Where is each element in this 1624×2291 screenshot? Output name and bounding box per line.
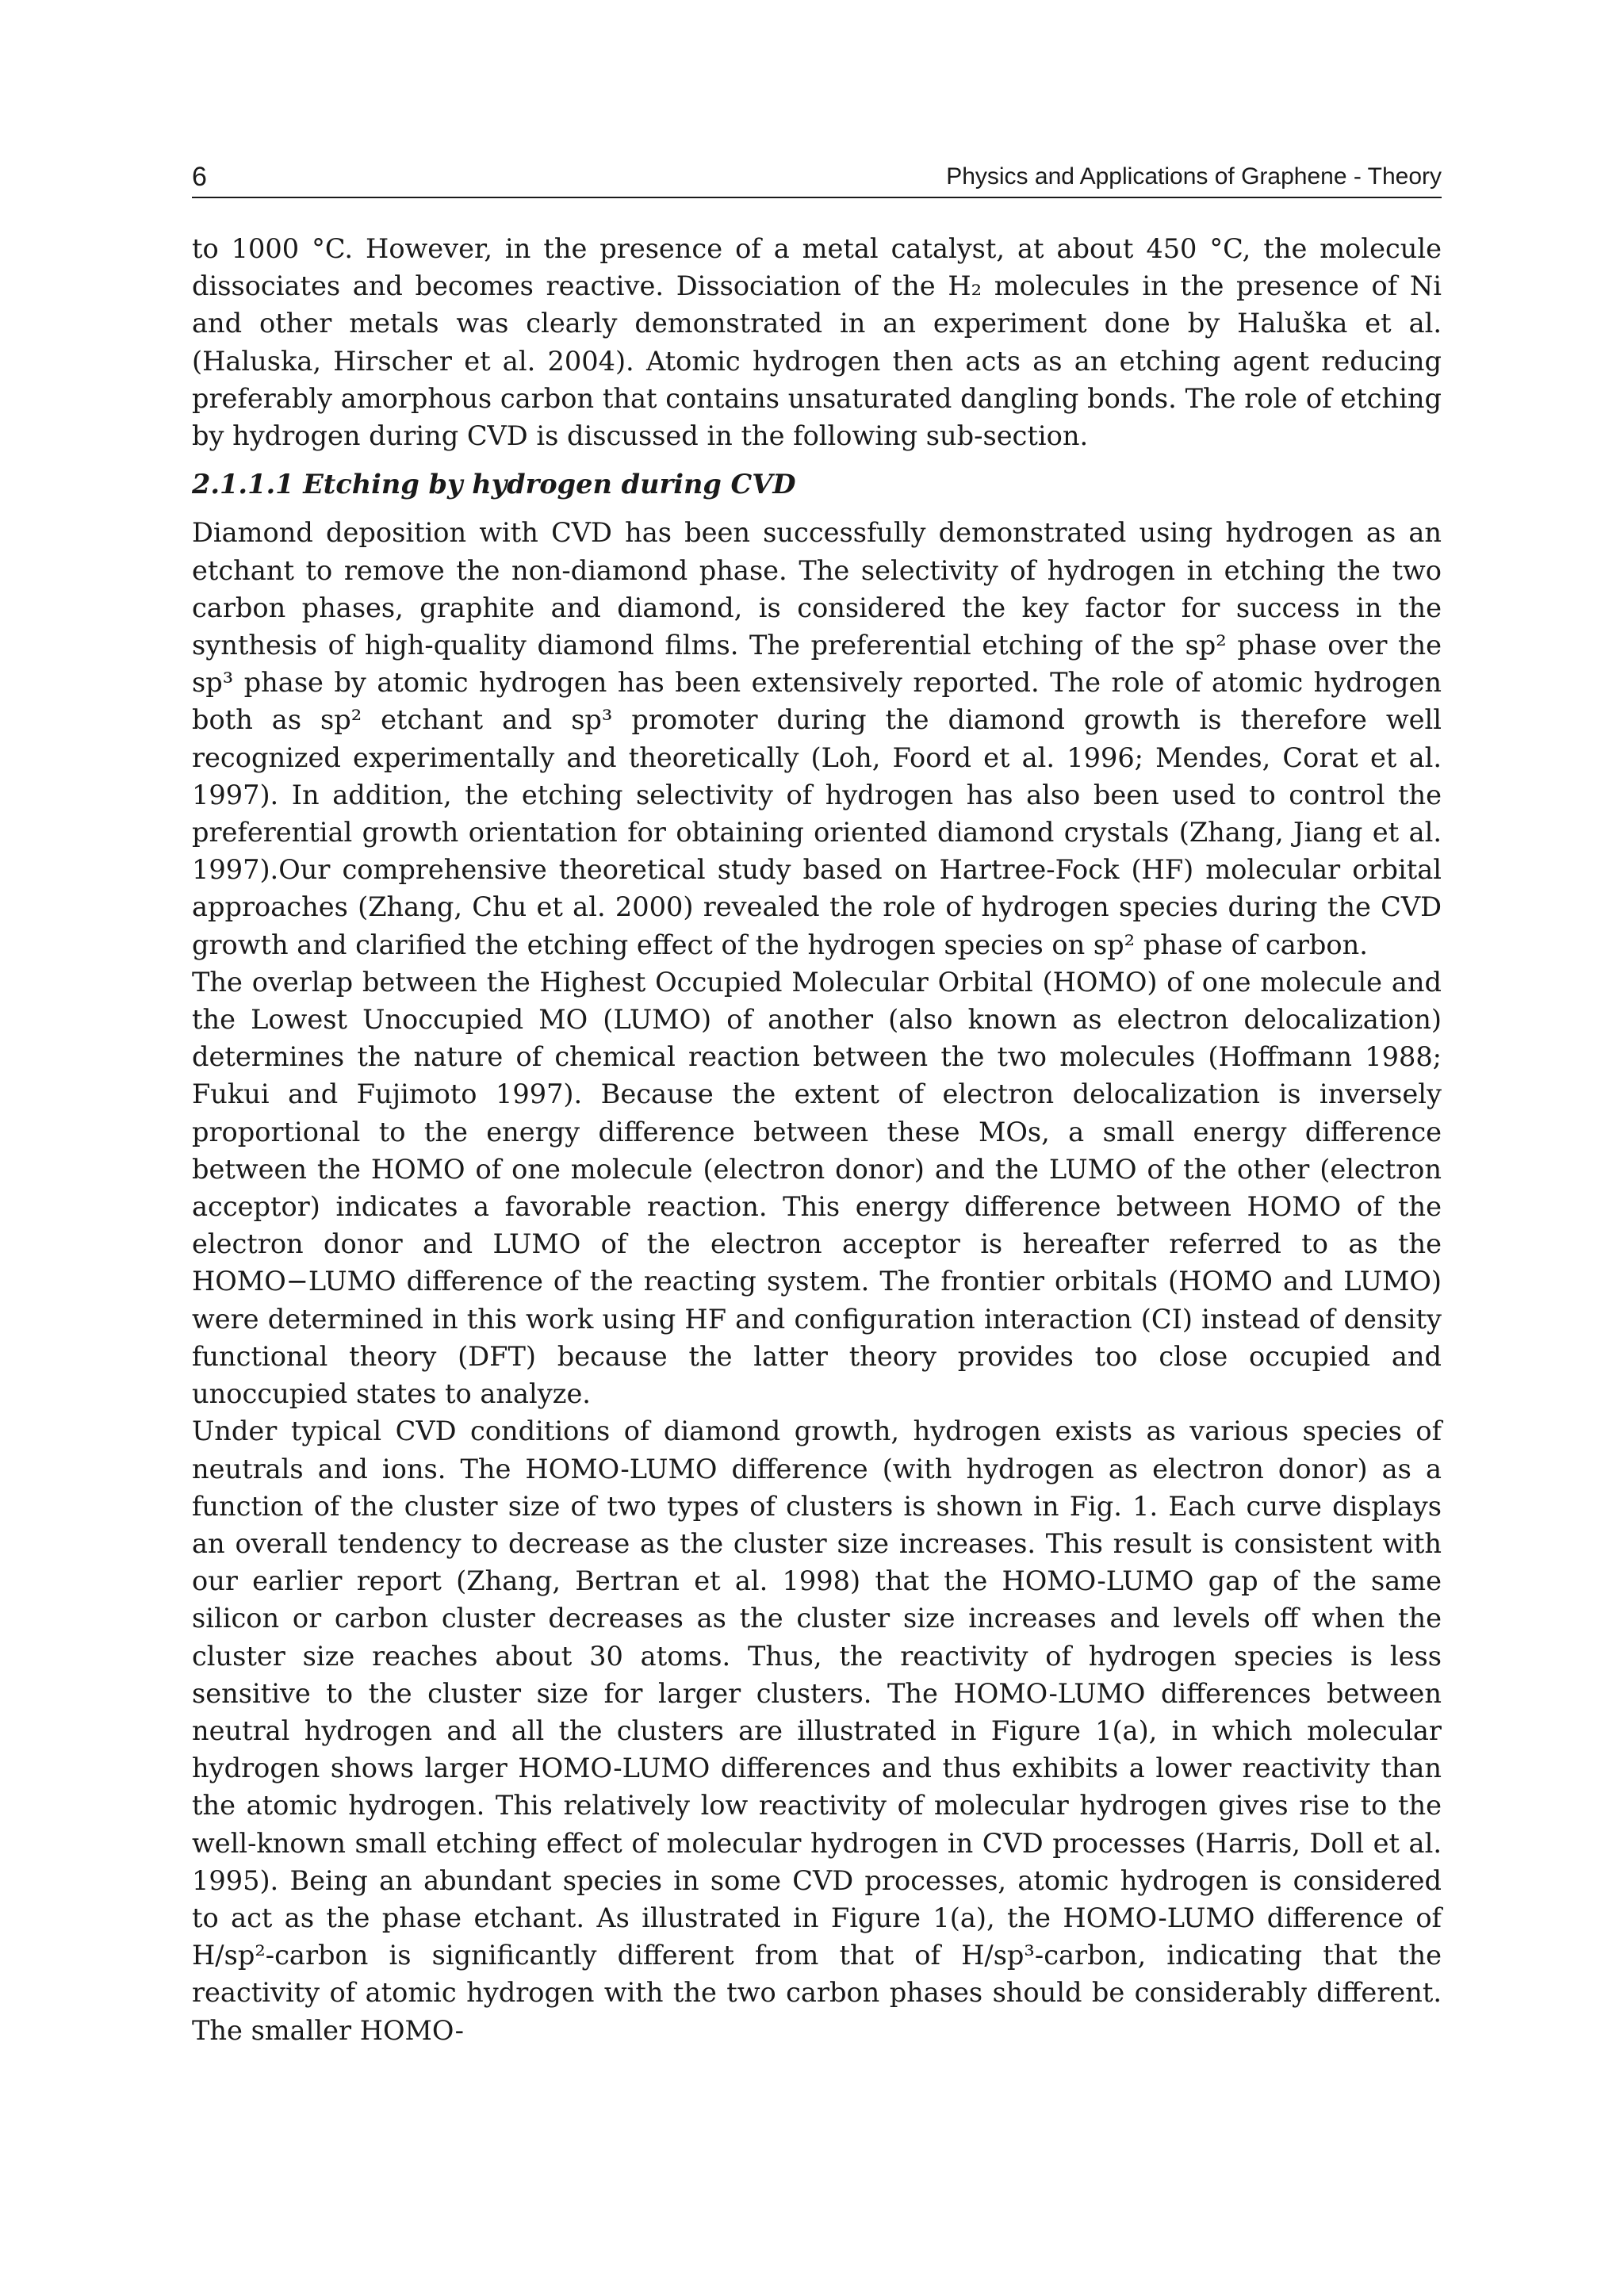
paragraph-intro: to 1000 °C. However, in the presence of a metal catalyst, at about 450 °C, the molecule dissociates and becomes reactive. Dissociation of the H₂ molecules in the presence of Ni and other metals was clearly demonstrated in an experiment done by Haluška et al. (Haluska, Hirscher et al. 2004). Atomic hydrogen then acts as an etching agent reducing preferably amorphous carbon that contains unsaturated dangling bonds. The role of etching by hydrogen during CVD is discussed in the following sub-section.: [192, 233, 1442, 452]
paragraph-cvd-conditions: Under typical CVD conditions of diamond growth, hydrogen exists as various species of neutrals and ions. The HOMO-LUMO difference (with hydrogen as electron donor) as a function of the cluster size of two types of clusters is shown in Fig. 1. Each curve displays an overall tendency to decrease as the cluster size increases. This result is consistent with our earlier report (Zhang, Bertran et al. 1998) that the HOMO-LUMO gap of the same silicon or carbon cluster decreases as the cluster size increases and levels off when the cluster size reaches about 30 atoms. Thus, the reactivity of hydrogen species is less sensitive to the cluster size for larger clusters. The HOMO-LUMO differences between neutral hydrogen and all the clusters are illustrated in Figure 1(a), in which molecular hydrogen shows larger HOMO-LUMO differences and thus exhibits a lower reactivity than the atomic hydrogen. This relatively low reactivity of molecular hydrogen gives rise to the well-known small etching effect of molecular hydrogen in CVD processes (Harris, Doll et al. 1995). Being an abundant species in some CVD processes, atomic hydrogen is considered to act as the phase etchant. As illustrated in Figure 1(a), the HOMO-LUMO difference of H/sp²-carbon is significantly different from that of H/sp³-carbon, indicating that the reactivity of atomic hydrogen with the two carbon phases should be considerably different. The smaller HOMO-: [192, 1416, 1442, 2046]
document-page: [192, 163, 1442, 2049]
paragraph-homo-lumo-overlap: The overlap between the Highest Occupied Molecular Orbital (HOMO) of one molecule and the Lowest Unoccupied MO (LUMO) of another (also known as electron delocalization) determines the nature of chemical reaction between the two molecules (Hoffmann 1988; Fukui and Fujimoto 1997). Because the extent of electron delocalization is inversely proportional to the energy difference between these MOs, a small energy difference between the HOMO of one molecule (electron donor) and the LUMO of the other (electron acceptor) indicates a favorable reaction. This energy difference between HOMO of the electron donor and LUMO of the electron acceptor is hereafter referred to as the HOMO−LUMO difference of the reacting system. The frontier orbitals (HOMO and LUMO) were determined in this work using HF and configuration interaction (CI) instead of density functional theory (DFT) because the latter theory provides too close occupied and unoccupied states to analyze.: [192, 966, 1442, 1410]
section-heading: 2.1.1.1 Etching by hydrogen during CVD: [192, 468, 796, 500]
body-text: [192, 230, 1442, 2049]
paragraph-diamond-deposition: Diamond deposition with CVD has been successfully demonstrated using hydrogen as an etchant to remove the non-diamond phase. The selectivity of hydrogen in etching the two carbon phases, graphite and diamond, is considered the key factor for success in the synthesis of high-quality diamond films. The preferential etching of the sp² phase over the sp³ phase by atomic hydrogen has been extensively reported. The role of atomic hydrogen both as sp² etchant and sp³ promoter during the diamond growth is therefore well recognized experimentally and theoretically (Loh, Foord et al. 1996; Mendes, Corat et al. 1997). In addition, the etching selectivity of hydrogen has also been used to control the preferential growth orientation for obtaining oriented diamond crystals (Zhang, Jiang et al. 1997).Our comprehensive theoretical study based on Hartree-Fock (HF) molecular orbital approaches (Zhang, Chu et al. 2000) revealed the role of hydrogen species during the CVD growth and clarified the etching effect of the hydrogen species on sp² phase of carbon.: [192, 517, 1442, 960]
page-number: 6: [192, 162, 207, 192]
running-title: Physics and Applications of Graphene - Theory: [946, 163, 1442, 190]
running-header: [192, 163, 1442, 198]
